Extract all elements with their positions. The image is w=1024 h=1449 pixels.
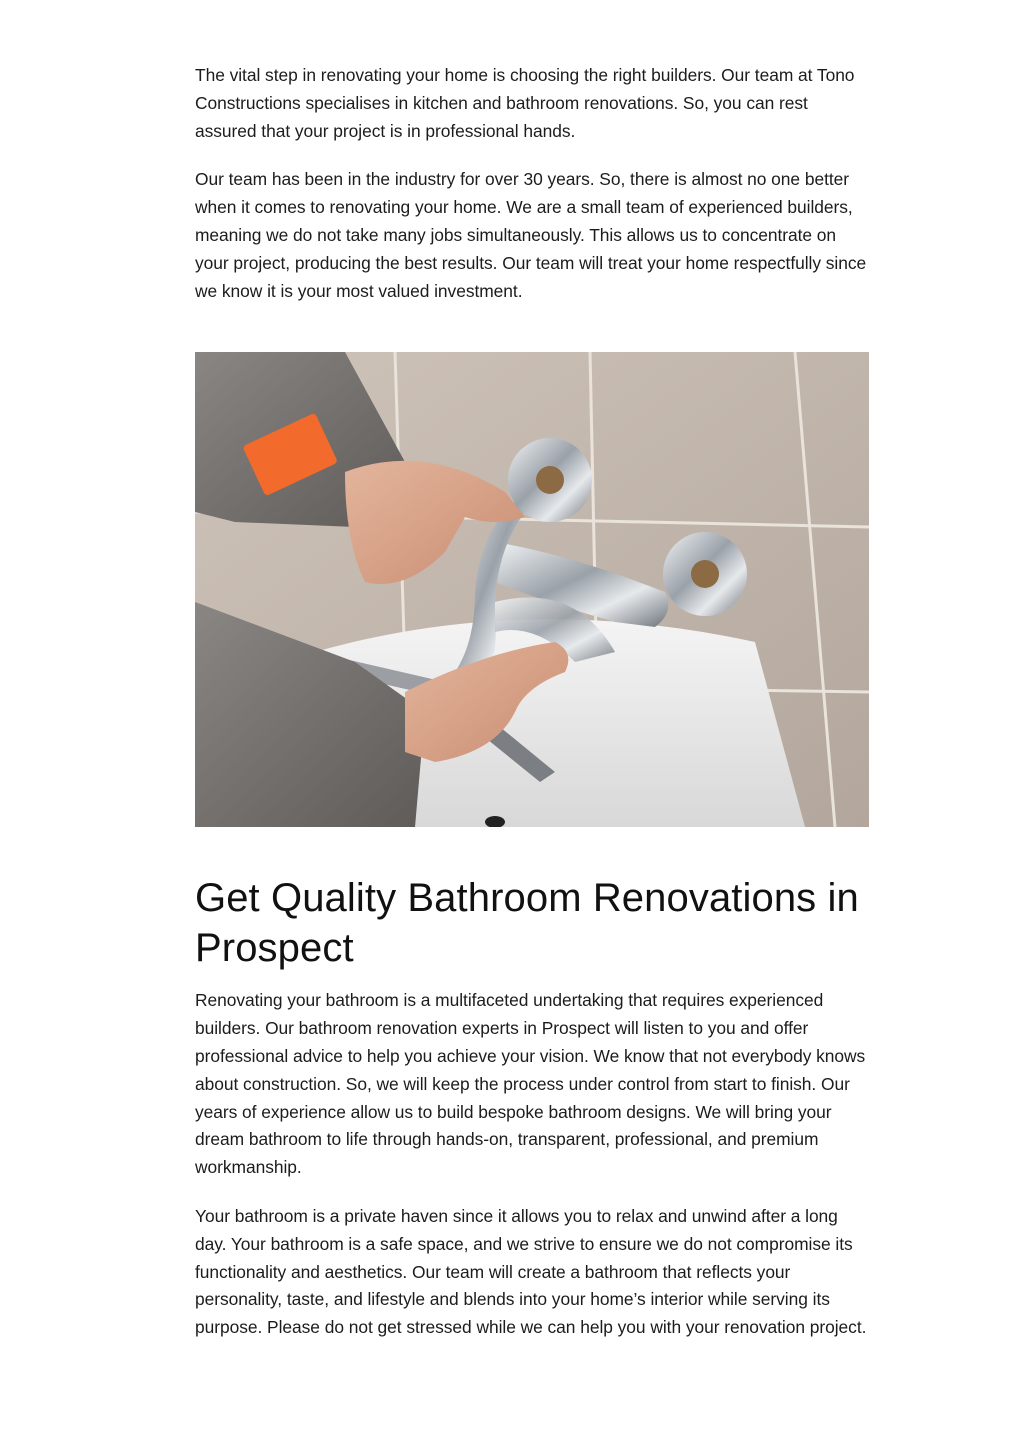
section-heading: Get Quality Bathroom Renovations in Prospect xyxy=(195,876,859,971)
plumber-photo xyxy=(195,352,869,827)
intro-paragraph-2: Our team has been in the industry for over 30 years. So, there is almost no one better when it comes to renovating your home. We are a small team of experienced builders, meaning we do not take many jobs simultaneously. This allows us to concentrate on your project, producing the best results. Our team will treat your home respectfully since we know it is your most valued investment. xyxy=(195,169,867,301)
intro-paragraph-1: The vital step in renovating your home is choosing the right builders. Our team at Tono Constructions specialises in kitchen and bathroom renovations. So, you can rest assured that your project is in professional hands. xyxy=(195,65,855,141)
section-paragraph-1: Renovating your bathroom is a multifaceted undertaking that requires experienced builders. Our bathroom renovation experts in Prospect will listen to you and offer professional advice to help you achieve your vision. We know that not everybody knows about construction. So, we will keep the process under control from start to finish. Our years of experience allow us to build bespoke bathroom designs. We will bring your dream bathroom to life through hands-on, transparent, professional, and premium workmanship. xyxy=(195,990,866,1178)
section-paragraph-2: Your bathroom is a private haven since it allows you to relax and unwind after a long day. Your bathroom is a safe space, and we strive to ensure we do not compromise its functionality and aesthetics. Our team will create a bathroom that reflects your personality, taste, and lifestyle and blends into your home’s interior while serving its purpose. Please do not get stressed while we can help you with your renovation project. xyxy=(195,1205,867,1338)
plumber-installing-tap-icon xyxy=(195,352,869,827)
document-page xyxy=(195,62,870,1363)
